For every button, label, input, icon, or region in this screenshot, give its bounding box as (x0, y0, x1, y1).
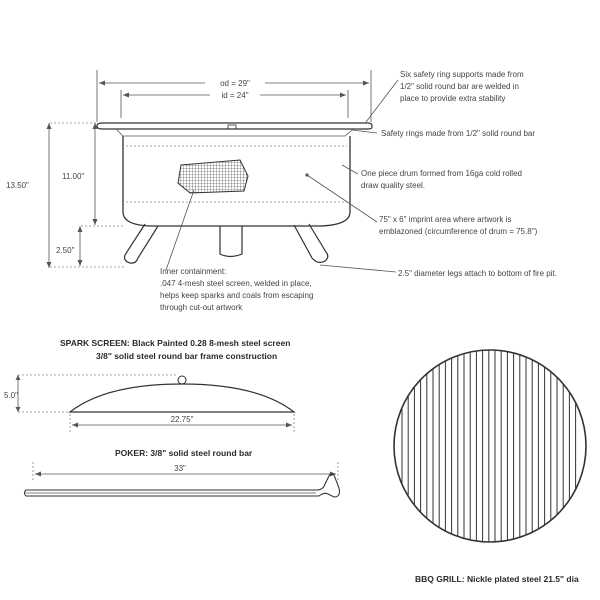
inner-containment-callout: Inner containment: .047 4-mesh steel screen, welded in place, helps keep sparks and coals from escaping through cut-out artwork (160, 267, 314, 312)
bbq-grill-section (394, 345, 586, 584)
fire-pit-drawing (6, 70, 557, 312)
legs (125, 224, 328, 263)
poker-title: POKER: 3/8" solid steel round bar (115, 448, 253, 458)
spark-screen-title: SPARK SCREEN: Black Painted 0.28 8-mesh steel screen 3/8" solid steel round bar frame construction (60, 338, 291, 361)
poker-section (25, 448, 340, 497)
spark-screen-section (4, 338, 294, 432)
safety-ring (117, 130, 352, 136)
poker-drawing (25, 474, 340, 497)
height-drum-label: 11.00" (62, 172, 85, 181)
fire-pit-rim (97, 123, 372, 129)
imprint-callout: 75" x 6" imprint area where artwork is emblazoned (circumference of drum = 75.8") (379, 215, 538, 236)
inner-mesh-screen (176, 156, 252, 196)
grill-caption: BBQ GRILL: Nickle plated steel 21.5" dia (415, 574, 579, 584)
id-label: id = 24" (221, 91, 249, 100)
od-label: od = 29" (220, 79, 250, 88)
grill-bars (402, 345, 576, 547)
spark-screen-height-label: 5.0" (4, 391, 18, 400)
spark-screen-width-label: 22.75" (170, 415, 194, 424)
height-legs-label: 2.50" (56, 246, 75, 255)
poker-length-label: 33" (174, 464, 186, 473)
height-total-label: 13.50" (6, 181, 29, 190)
spark-screen-dome (70, 384, 294, 412)
spark-screen-handle (178, 376, 186, 384)
drum-callout: One piece drum formed from 16ga cold rolled draw quality steel. (361, 169, 522, 190)
legs-callout: 2.5" diameter legs attach to bottom of fire pit. (398, 269, 557, 278)
id-dimension (121, 90, 348, 118)
height-dimensions (6, 123, 126, 268)
safety-rings-callout: Safety rings made from 1/2" solid round bar (381, 129, 536, 138)
ring-supports-callout: Six safety ring supports made from 1/2" solid round bar are welded in place to provide extra stability (400, 70, 524, 103)
